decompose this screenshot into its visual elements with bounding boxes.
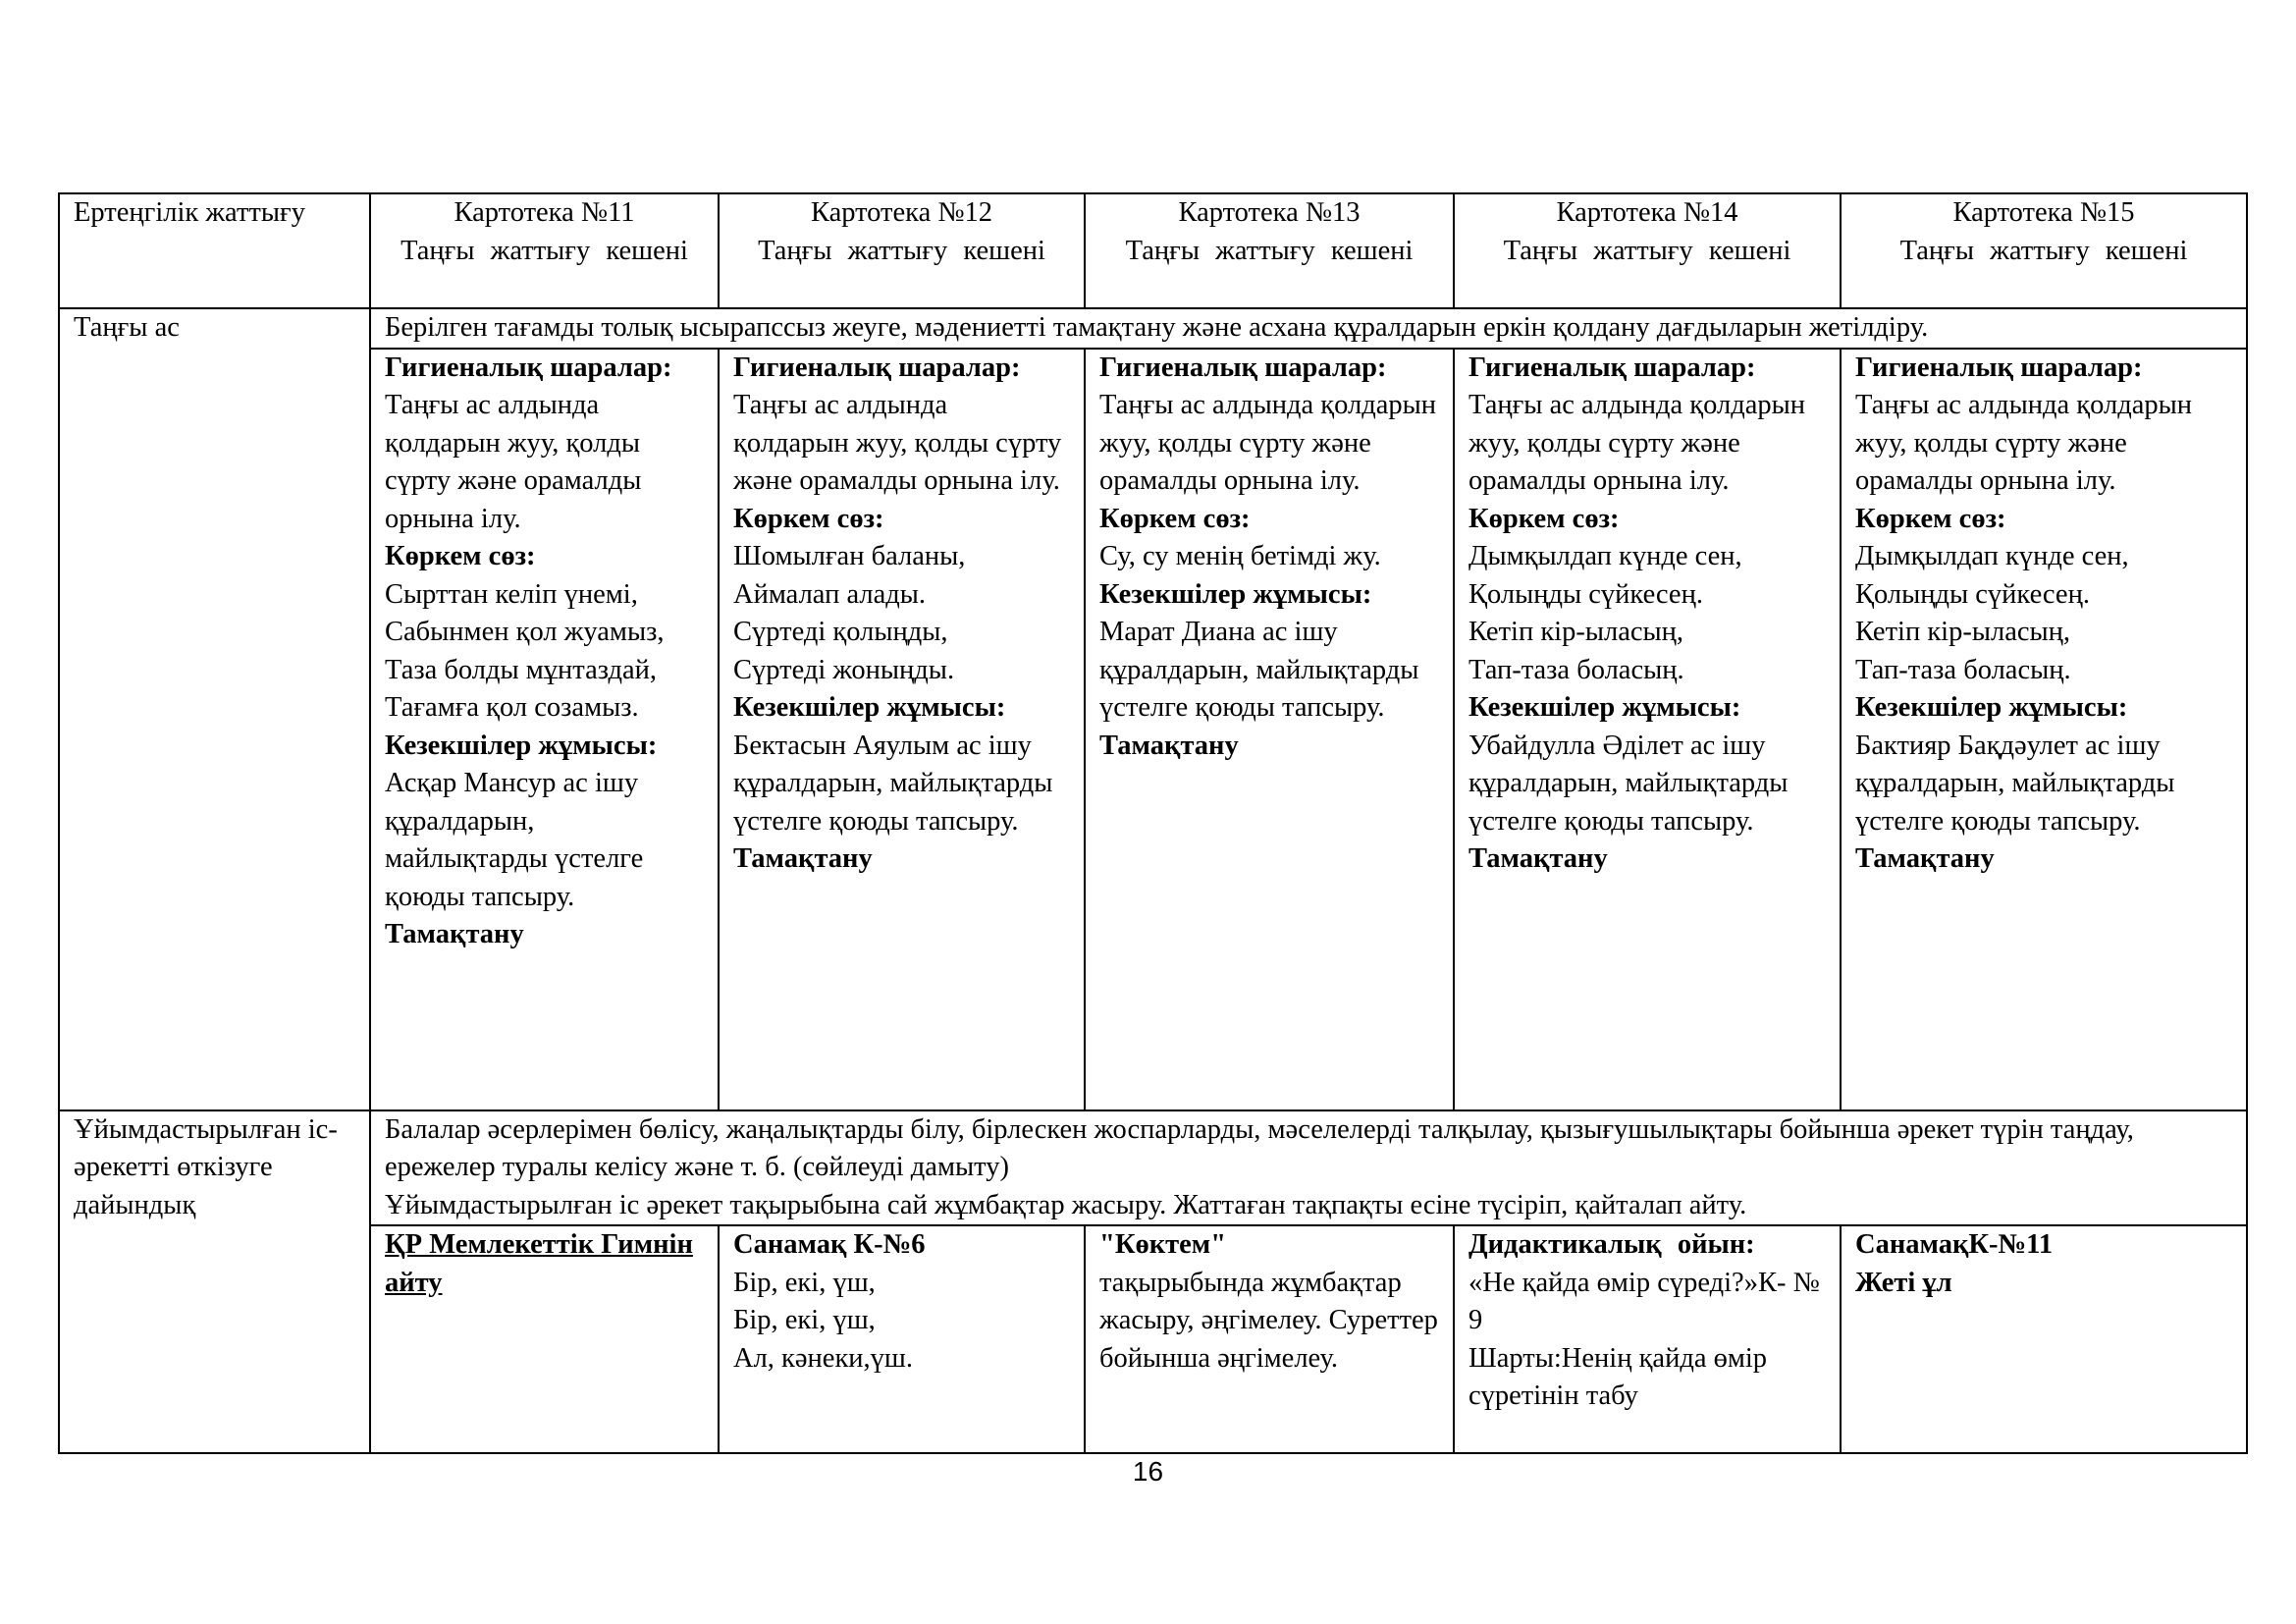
prep-card-13 — [1085, 1225, 1454, 1453]
breakfast-card-11 — [370, 349, 719, 1110]
duty-text: Убайдулла Әділет ас ішу құралдарын, майлықтарды үстелге қоюды тапсыру. — [1468, 730, 1789, 837]
hygiene-label: Гигиеналық шаралар: — [1468, 352, 1756, 383]
riddle-text: тақырыбында жұмбақтар жасыру, әңгімелеу. Суреттер бойынша әңгімелеу. — [1099, 1267, 1438, 1374]
hygiene-label: Гигиеналық шаралар: — [385, 352, 672, 383]
poem-line: Таза болды мұнтаздай, — [385, 654, 658, 685]
header-card-14 — [1454, 193, 1841, 308]
header-card-13 — [1085, 193, 1454, 308]
poem-line: Кетіп кір-ыласың, — [1468, 617, 1684, 647]
hygiene-text: Таңғы ас алдында қолдарын жуу, қолды сүрту және орамалды орнына ілу. — [1099, 390, 1437, 496]
duty-label: Кезекшілер жұмысы: — [1099, 578, 1372, 610]
prep-description — [370, 1110, 2247, 1226]
breakfast-goal: Берілген тағамды толық ысырапссыз жеуге, мәдениетті тамақтану және асхана құралдарын еркін қолдану дағдыларын жетілдіру. — [370, 308, 2247, 349]
poem-label: Көркем сөз: — [1468, 503, 1620, 534]
rhyme-line: Бір, екі, үш, — [733, 1267, 876, 1298]
counting-rhyme-title: Санамақ К-№6 — [733, 1229, 926, 1260]
duty-text: Бактияр Бақдәулет ас ішу құралдарын, майлықтарды үстелге қоюды тапсыру. — [1855, 730, 2175, 837]
poem-label: Көркем сөз: — [733, 503, 884, 534]
poem-line: Су, су менің бетімді жу. — [1099, 541, 1381, 571]
poem-line: Сүртеді қолыңды, — [733, 617, 948, 647]
card-title: Картотека №11 — [454, 197, 635, 228]
page-number: 16 — [1132, 1456, 1164, 1487]
row-label-breakfast: Таңғы ас — [59, 308, 370, 1110]
card-subtitle: Таңғы жаттығу кешені — [1125, 235, 1414, 266]
anthem-title: ҚР Мемлекеттік Гимнін айту — [385, 1229, 693, 1298]
breakfast-card-15 — [1841, 349, 2247, 1110]
poem-line: Қолыңды сүйкесең. — [1855, 578, 2090, 610]
game-name: «Не қайда өмір сүреді?»К- № 9 — [1468, 1267, 1820, 1335]
hygiene-label: Гигиеналық шаралар: — [733, 352, 1021, 383]
hygiene-text: Таңғы ас алдында қолдарын жуу, қолды сүрту және орамалды орнына ілу. — [733, 390, 1062, 496]
breakfast-card-14 — [1454, 349, 1841, 1110]
poem-line: Сүртеді жоныңды. — [733, 654, 955, 685]
poem-line: Шомылған баланы, — [733, 541, 966, 571]
hygiene-label: Гигиеналық шаралар: — [1855, 352, 2143, 383]
breakfast-card-13 — [1085, 349, 1454, 1110]
poem-line: Тап-таза боласың. — [1468, 654, 1684, 685]
riddle-topic-title: "Көктем" — [1099, 1229, 1227, 1260]
eating-label: Тамақтану — [733, 843, 873, 874]
eating-label: Тамақтану — [1468, 843, 1608, 874]
rhyme-line: Бір, екі, үш, — [733, 1305, 876, 1335]
prep-card-11 — [370, 1225, 719, 1453]
hygiene-text: Таңғы ас алдында қолдарын жуу, қолды сүрту және орамалды орнына ілу. — [385, 390, 642, 534]
prep-card-15 — [1841, 1225, 2247, 1453]
rhyme-line: Ал, кәнеки,үш. — [733, 1342, 913, 1374]
prep-card-14 — [1454, 1225, 1841, 1453]
card-title: Картотека №14 — [1556, 197, 1738, 228]
poem-line: Кетіп кір-ыласың, — [1855, 617, 2071, 647]
header-card-12 — [719, 193, 1085, 308]
duty-label: Кезекшілер жұмысы: — [385, 730, 658, 761]
poem-line: Сабынмен қол жуамыз, — [385, 617, 665, 647]
prep-text-2: Ұйымдастырылған іс әрекет тақырыбына сай жұмбақтар жасыру. Жаттаған тақпақты есіне түсіріп, қайталап айту. — [385, 1189, 1747, 1220]
hygiene-label: Гигиеналық шаралар: — [1099, 352, 1387, 383]
prep-text-1: Балалар әсерлерімен бөлісу, жаңалықтарды білу, бірлескен жоспарларды, мәселелерді талқылау, қызығушылықтары бойынша әрекет түрін таңдау, ережелер туралы келісу және т. б. (сөйлеуді дамыту) — [385, 1113, 2134, 1182]
poem-label: Көркем сөз: — [1099, 503, 1251, 534]
didactic-game-title: Дидактикалық ойын: — [1468, 1229, 1755, 1260]
poem-line: Дымқылдап күнде сен, — [1855, 541, 2129, 571]
hygiene-text: Таңғы ас алдында қолдарын жуу, қолды сүрту және орамалды орнына ілу. — [1468, 390, 1806, 496]
counting-rhyme-subtitle: Жеті ұл — [1855, 1267, 1952, 1298]
prep-detail-row — [59, 1225, 2247, 1453]
duty-text: Бектасын Аяулым ас ішу құралдарын, майлықтарды үстелге қоюды тапсыру. — [733, 730, 1053, 837]
card-title: Картотека №15 — [1952, 197, 2135, 228]
breakfast-goal-row — [59, 308, 2247, 349]
duty-text: Марат Диана ас ішу құралдарын, майлықтарды үстелге қоюды тапсыру. — [1099, 617, 1419, 723]
poem-line: Қолыңды сүйкесең. — [1468, 578, 1703, 610]
eating-label: Тамақтану — [1099, 730, 1239, 761]
prep-text-row — [59, 1110, 2247, 1226]
card-subtitle: Таңғы жаттығу кешені — [1503, 235, 1791, 266]
row-label-preparation: Ұйымдастырылған іс-әрекетті өткізуге дайындық — [59, 1110, 370, 1454]
header-card-15 — [1841, 193, 2247, 308]
poem-label: Көркем сөз: — [1855, 503, 2006, 534]
poem-line: Тап-таза боласың. — [1855, 654, 2071, 685]
card-subtitle: Таңғы жаттығу кешені — [1899, 235, 2188, 266]
duty-label: Кезекшілер жұмысы: — [1468, 692, 1741, 723]
duty-label: Кезекшілер жұмысы: — [733, 692, 1006, 723]
poem-line: Тағамға қол созамыз. — [385, 692, 639, 723]
game-rule: Шарты:Ненің қайда өмір сүретінін табу — [1468, 1342, 1768, 1411]
eating-label: Тамақтану — [385, 919, 524, 949]
card-subtitle: Таңғы жаттығу кешені — [400, 235, 688, 266]
breakfast-detail-row — [59, 349, 2247, 1110]
prep-card-12 — [719, 1225, 1085, 1453]
duty-text: Асқар Мансур ас ішу құралдарын, майлықтарды үстелге қоюды тапсыру. — [385, 768, 644, 912]
poem-label: Көркем сөз: — [385, 541, 536, 571]
poem-line: Дымқылдап күнде сен, — [1468, 541, 1742, 571]
row-label-morning-exercise: Ертеңгілік жаттығу — [59, 193, 370, 308]
counting-rhyme-title: СанамақК-№11 — [1855, 1229, 2054, 1260]
breakfast-card-12 — [719, 349, 1085, 1110]
eating-label: Тамақтану — [1855, 843, 1995, 874]
card-title: Картотека №13 — [1178, 197, 1361, 228]
card-title: Картотека №12 — [810, 197, 993, 228]
poem-line: Сырттан келіп үнемі, — [385, 578, 638, 610]
poem-line: Аймалап алады. — [733, 578, 926, 610]
header-card-11 — [370, 193, 719, 308]
plan-table — [58, 192, 2248, 1454]
header-row — [59, 193, 2247, 308]
duty-label: Кезекшілер жұмысы: — [1855, 692, 2128, 723]
hygiene-text: Таңғы ас алдында қолдарын жуу, қолды сүрту және орамалды орнына ілу. — [1855, 390, 2193, 496]
card-subtitle: Таңғы жаттығу кешені — [758, 235, 1045, 266]
